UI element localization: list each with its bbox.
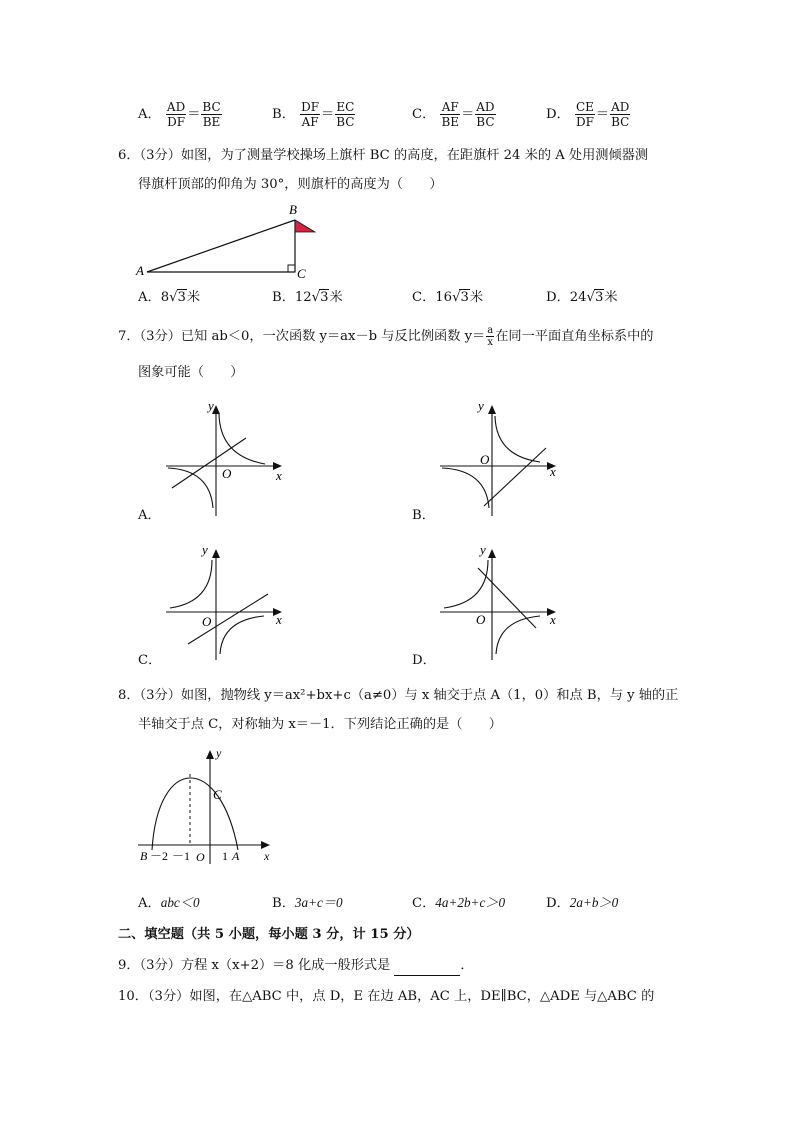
- denominator: BC: [336, 115, 355, 129]
- period: ．: [460, 958, 474, 973]
- q9-stem: [118, 957, 474, 976]
- y-label: y: [480, 542, 486, 557]
- option-label: D．: [546, 896, 570, 911]
- option-text: 3a+c＝0: [294, 895, 343, 910]
- option-text: abc＜0: [160, 895, 200, 910]
- denominator: BC: [476, 115, 495, 129]
- fraction: [610, 100, 630, 129]
- origin-label: O: [196, 850, 205, 864]
- origin-label: O: [222, 466, 232, 481]
- y-axis-arrow-icon: [488, 405, 496, 414]
- hyperbola-branch-2: [442, 468, 489, 508]
- linear-function-line: [478, 568, 536, 628]
- denominator: DF: [167, 115, 186, 129]
- fraction: [300, 100, 320, 129]
- q5-option-a[interactable]: [138, 100, 223, 129]
- x-label: x: [550, 464, 556, 479]
- tick-label-minus1: －1: [172, 849, 191, 863]
- y-label: y: [208, 398, 214, 413]
- fraction: [440, 100, 460, 129]
- linear-function-line: [172, 438, 246, 488]
- unit: 米: [604, 290, 618, 305]
- point-label-a: A: [136, 263, 144, 278]
- x-label: x: [276, 468, 282, 483]
- option-text: 2a+b＞0: [569, 895, 619, 910]
- denominator: x: [487, 337, 494, 348]
- coefficient: 16: [435, 290, 453, 305]
- q8-stem-line2: 半轴交于点 C，对称轴为 x＝－1．下列结论正确的是（ ）: [138, 717, 502, 732]
- equals-sign: ＝: [187, 107, 201, 122]
- point-label-a: A: [232, 849, 240, 863]
- q8-option-d[interactable]: [546, 894, 618, 913]
- linear-function-line: [484, 448, 546, 506]
- y-label: y: [202, 542, 208, 557]
- equals-sign: ＝: [595, 107, 610, 122]
- unit: 米: [469, 290, 484, 305]
- q8-option-a[interactable]: [138, 894, 200, 913]
- denominator: BC: [611, 115, 630, 129]
- q8-option-c[interactable]: [412, 894, 505, 913]
- point-label-c: C: [297, 266, 306, 281]
- radicand: 3: [460, 290, 469, 305]
- fraction: [201, 100, 221, 129]
- flag-icon: [295, 220, 315, 232]
- q7-option-b[interactable]: B．: [412, 508, 435, 523]
- origin-label: O: [480, 452, 490, 467]
- option-label: A．: [138, 107, 161, 122]
- q7-option-a[interactable]: A．: [138, 508, 161, 523]
- section-2-title: 二、填空题（共 5 小题，每小题 3 分，计 15 分）: [118, 927, 420, 942]
- q7-graph-b: [436, 396, 566, 520]
- fraction-a-over-x: [486, 325, 494, 348]
- y-axis-arrow-icon: [488, 549, 496, 558]
- option-label: D．: [546, 107, 570, 122]
- q6-stem-line1: 6．（3分）如图，为了测量学校操场上旗杆 BC 的高度，在距旗杆 24 米的 A 处用测倾器测: [118, 148, 649, 163]
- q5-option-d[interactable]: [546, 100, 631, 129]
- fraction: [335, 100, 355, 129]
- hypotenuse-ab: [147, 220, 295, 272]
- option-label: B．: [272, 107, 295, 122]
- right-angle-mark: [288, 265, 295, 272]
- q6-option-d[interactable]: D．24√3米: [546, 290, 618, 305]
- numerator: BC: [202, 100, 221, 114]
- radicand: 3: [177, 290, 186, 305]
- fraction: [166, 100, 186, 129]
- answer-blank[interactable]: [394, 957, 460, 976]
- q6-option-c[interactable]: C．16√3米: [412, 290, 484, 305]
- q7-stem-line2: 图象可能（ ）: [138, 365, 244, 380]
- y-label: y: [216, 746, 222, 760]
- option-label: C．: [412, 896, 436, 911]
- q7-graph-c: [160, 540, 290, 664]
- radicand: 3: [320, 290, 329, 305]
- point-label-b: B: [289, 202, 297, 217]
- numerator: AF: [441, 100, 459, 114]
- option-label: B．: [272, 896, 295, 911]
- fraction: [475, 100, 495, 129]
- option-label: A．: [138, 290, 161, 305]
- tick-label-1: 1: [222, 849, 228, 863]
- option-label: B．: [272, 290, 295, 305]
- q8-parabola-figure: [134, 744, 284, 868]
- q5-option-c[interactable]: [412, 100, 497, 129]
- q7-stem-line1: [118, 325, 653, 348]
- y-axis-arrow-icon: [206, 750, 214, 759]
- denominator: AF: [301, 115, 319, 129]
- coefficient: 24: [569, 290, 587, 305]
- stem-text: 7．（3分）已知 ab＜0，一次函数 y＝ax－b 与反比例函数 y＝: [118, 329, 486, 344]
- q6-stem-line2: 得旗杆顶部的仰角为 30°，则旗杆的高度为（ ）: [138, 177, 443, 192]
- x-label: x: [550, 612, 556, 627]
- parabola-curve: [152, 778, 238, 850]
- numerator: AD: [166, 100, 186, 114]
- coefficient: 8: [160, 290, 170, 305]
- q8-option-b[interactable]: [272, 894, 343, 913]
- q7-graph-a: [160, 396, 290, 520]
- tick-label-minus2: －2: [150, 849, 169, 863]
- option-label: C．: [412, 290, 436, 305]
- equals-sign: ＝: [321, 107, 335, 122]
- x-label: x: [264, 849, 270, 863]
- numerator: EC: [336, 100, 355, 114]
- hyperbola-branch-2: [168, 468, 213, 508]
- numerator: AD: [476, 100, 495, 114]
- numerator: CE: [575, 100, 594, 114]
- q7-graph-d: [436, 540, 566, 664]
- denominator: BE: [441, 115, 460, 129]
- option-label: D．: [546, 290, 570, 305]
- unit: 米: [186, 290, 201, 305]
- q10-stem: 10．（3分）如图，在△ABC 中，点 D，E 在边 AB，AC 上，DE∥BC，△ADE 与△ABC 的: [118, 989, 655, 1004]
- equals-sign: ＝: [461, 107, 475, 122]
- fraction: [575, 100, 595, 129]
- q7-option-c[interactable]: C．: [138, 653, 162, 668]
- option-text: 4a+2b+c＞0: [435, 895, 506, 910]
- option-label: A．: [138, 896, 161, 911]
- hyperbola-branch-2: [496, 616, 540, 654]
- stem-text: 9．（3分）方程 x（x+2）＝8 化成一般形式是: [118, 958, 391, 973]
- radicand: 3: [594, 290, 604, 305]
- unit: 米: [329, 290, 343, 305]
- option-label: C．: [412, 107, 436, 122]
- point-label-b: B: [140, 849, 148, 863]
- q7-option-d[interactable]: D．: [412, 653, 436, 668]
- denominator: BE: [202, 115, 221, 129]
- hyperbola-branch-2: [220, 616, 264, 654]
- x-label: x: [276, 612, 282, 627]
- q6-option-b[interactable]: B．12√3米: [272, 290, 343, 305]
- hyperbola-branch-1: [219, 414, 265, 464]
- linear-function-line: [188, 594, 268, 644]
- numerator: a: [487, 325, 494, 336]
- numerator: DF: [301, 100, 320, 114]
- coefficient: 12: [294, 290, 312, 305]
- origin-label: O: [202, 614, 212, 629]
- hyperbola-branch-1: [495, 416, 540, 462]
- point-label-c: C: [213, 787, 222, 802]
- numerator: AD: [611, 100, 630, 114]
- y-axis-arrow-icon: [212, 549, 220, 558]
- denominator: DF: [575, 115, 594, 129]
- q6-option-a[interactable]: A．8√3米: [138, 290, 201, 305]
- origin-label: O: [476, 612, 486, 627]
- y-label: y: [478, 398, 484, 413]
- x-axis-arrow-icon: [261, 841, 270, 849]
- q8-stem-line1: 8．（3分）如图，抛物线 y＝ax²+bx+c（a≠0）与 x 轴交于点 A（1，0）和点 B，与 y 轴的正: [118, 688, 679, 703]
- stem-text: 在同一平面直角坐标系中的: [495, 329, 654, 344]
- q6-figure: [130, 198, 330, 284]
- hyperbola-branch-1: [444, 560, 488, 608]
- hyperbola-branch-1: [170, 560, 212, 608]
- q5-option-b[interactable]: [272, 100, 356, 129]
